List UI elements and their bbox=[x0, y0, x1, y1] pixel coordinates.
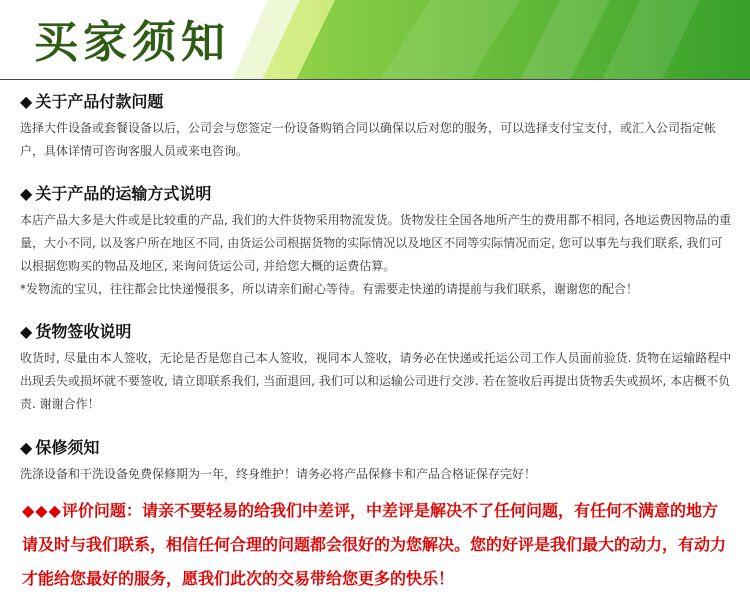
heading-text: 保修须知 bbox=[35, 438, 100, 457]
diamond-bullet-icon: ◆ bbox=[20, 322, 33, 341]
diamond-bullet-icon: ◆ bbox=[20, 92, 33, 111]
section-note: *发物流的宝贝，往往都会比快递慢很多，所以请亲们耐心等待。有需要走快递的请提前与我们联系，谢谢您的配合！ bbox=[20, 282, 639, 296]
section-heading bbox=[20, 184, 732, 204]
heading-text: 关于产品的运输方式说明 bbox=[35, 184, 212, 203]
section-heading bbox=[20, 92, 732, 112]
section-paragraph: 收货时, 尽量由本人签收，无论是否是您自己本人签收，视同本人签收，请务必在快递或托运公司工作人员面前验货. 货物在运输路程中出现丢失或损坏就不要签收, 请立即联系我们, 当面退回, 我们可以和运输公司进行交涉. 若在签收后再提出货物丢失或损坏, 本店概不负责. 谢谢合作！ bbox=[20, 351, 732, 411]
heading-text: 货物签收说明 bbox=[35, 322, 132, 341]
section-paragraph: 选择大件设备或套餐设备以后，公司会与您签定一份设备购销合同以确保以后对您的服务，可以选择支付宝支付，或汇入公司指定帐户，具体详情可咨询客服人员或来电咨询。 bbox=[20, 121, 717, 158]
review-label: 评价问题： bbox=[61, 501, 142, 520]
header-divider bbox=[0, 79, 750, 80]
heading-text: 关于产品付款问题 bbox=[35, 92, 164, 111]
section-warranty bbox=[20, 438, 732, 486]
diamond-bullet-icon: ◆ bbox=[20, 438, 33, 457]
section-payment bbox=[20, 92, 732, 163]
section-receipt bbox=[20, 322, 732, 416]
page-title: 买家须知 bbox=[34, 17, 230, 68]
section-heading bbox=[20, 322, 732, 342]
section-paragraph: 本店产品大多是大件或是比较重的产品, 我们的大件货物采用物流发货。货物发往全国各地所产生的费用都不相同, 各地运费因物品的重量，大小不同, 以及客户所在地区不同, 由货运公司根据货物的实际情况以及地区不同等实际情况而定, 您可以事先与我们联系, 我们可以根据您购买的物品及地区, 来询问货运公司, 并给您大概的运费估算。 bbox=[20, 213, 732, 273]
diamond-bullets-icon: ◆◆◆ bbox=[22, 501, 62, 520]
review-text: 请亲不要轻易的给我们中差评，中差评是解决不了任何问题，有任何不满意的地方请及时与我们联系，相信任何合理的问题都会很好的为您解决。您的好评是我们最大的动力，有动力才能给您最好的服务，愿我们此次的交易带给您更多的快乐！ bbox=[22, 501, 727, 588]
section-paragraph: 洗涤设备和干洗设备免费保修期为一年，终身维护！请务必将产品保修卡和产品合格证保存完好！ bbox=[20, 467, 537, 481]
diamond-bullet-icon: ◆ bbox=[20, 184, 33, 203]
section-heading bbox=[20, 438, 732, 458]
section-shipping bbox=[20, 184, 732, 301]
review-notice bbox=[22, 494, 730, 596]
header-banner bbox=[0, 0, 750, 80]
